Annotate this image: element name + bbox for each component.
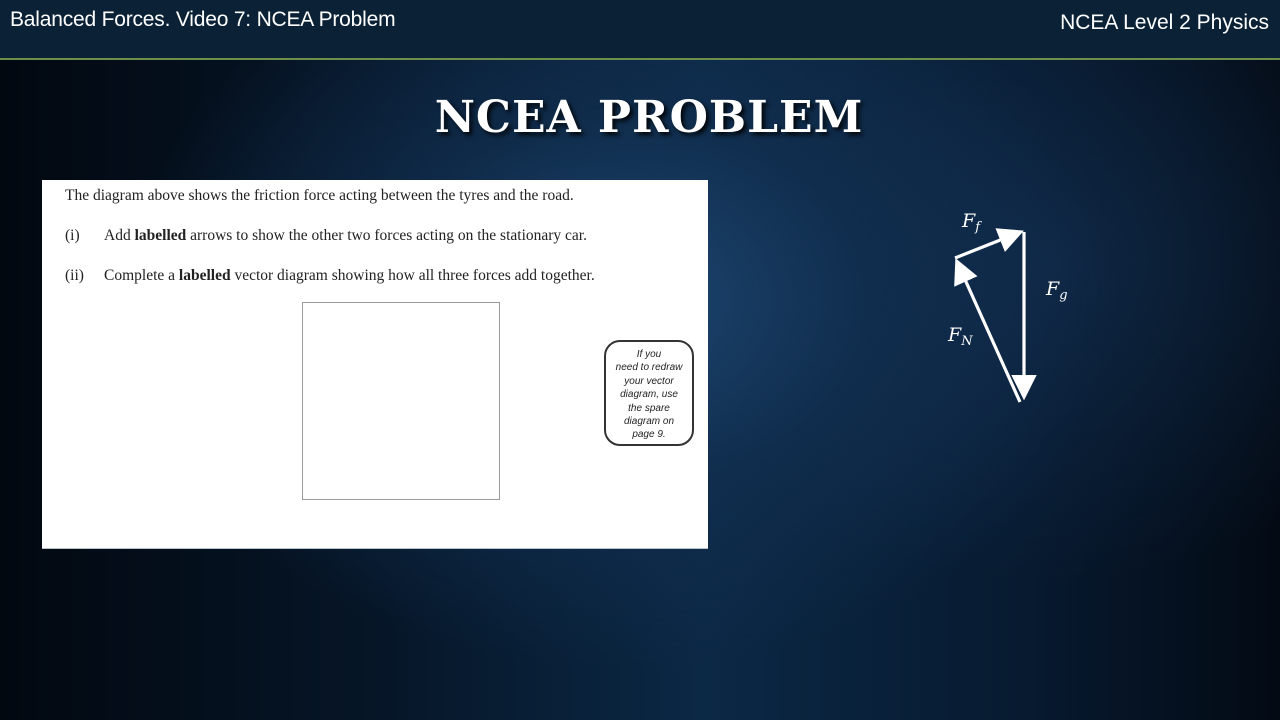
note-line: need to redraw — [615, 362, 683, 374]
video-title: Balanced Forces. Video 7: NCEA Problem — [10, 8, 396, 31]
part-text: Add — [104, 227, 135, 244]
gravity-force-label: $F_g$ — [1046, 278, 1068, 303]
answer-box — [302, 302, 500, 500]
vector-arrows-icon — [930, 200, 1090, 420]
part-number: (i) — [65, 227, 80, 244]
slide-title: NCEA PROBLEM — [434, 92, 864, 143]
part-bold: labelled — [178, 267, 231, 284]
part-text: Complete a — [104, 267, 179, 284]
course-label: NCEA Level 2 Physics — [1060, 11, 1269, 34]
part-bold: labelled — [134, 227, 187, 244]
note-line: your vector — [624, 375, 674, 387]
question-part-i — [65, 227, 587, 245]
question-part-ii — [65, 267, 595, 285]
question-panel — [42, 180, 708, 548]
friction-force-label: $F_f$ — [962, 210, 980, 235]
note-line: If you — [636, 349, 662, 360]
note-line: diagram, use — [620, 389, 678, 401]
note-line: page 9. — [632, 429, 666, 441]
question-intro: The diagram above shows the friction force acting between the tyres and the road. — [65, 187, 574, 204]
normal-force-label: $F_N$ — [948, 324, 973, 349]
force-vector-triangle — [930, 200, 1090, 420]
note-line: the spare — [628, 402, 670, 414]
redraw-note — [604, 340, 694, 446]
part-text: arrows to show the other two forces acting on the stationary car. — [186, 227, 587, 244]
part-number: (ii) — [65, 267, 84, 284]
note-line: diagram on — [623, 416, 675, 428]
header-bar — [0, 0, 1280, 60]
part-text: vector diagram showing how all three forces add together. — [230, 267, 595, 284]
